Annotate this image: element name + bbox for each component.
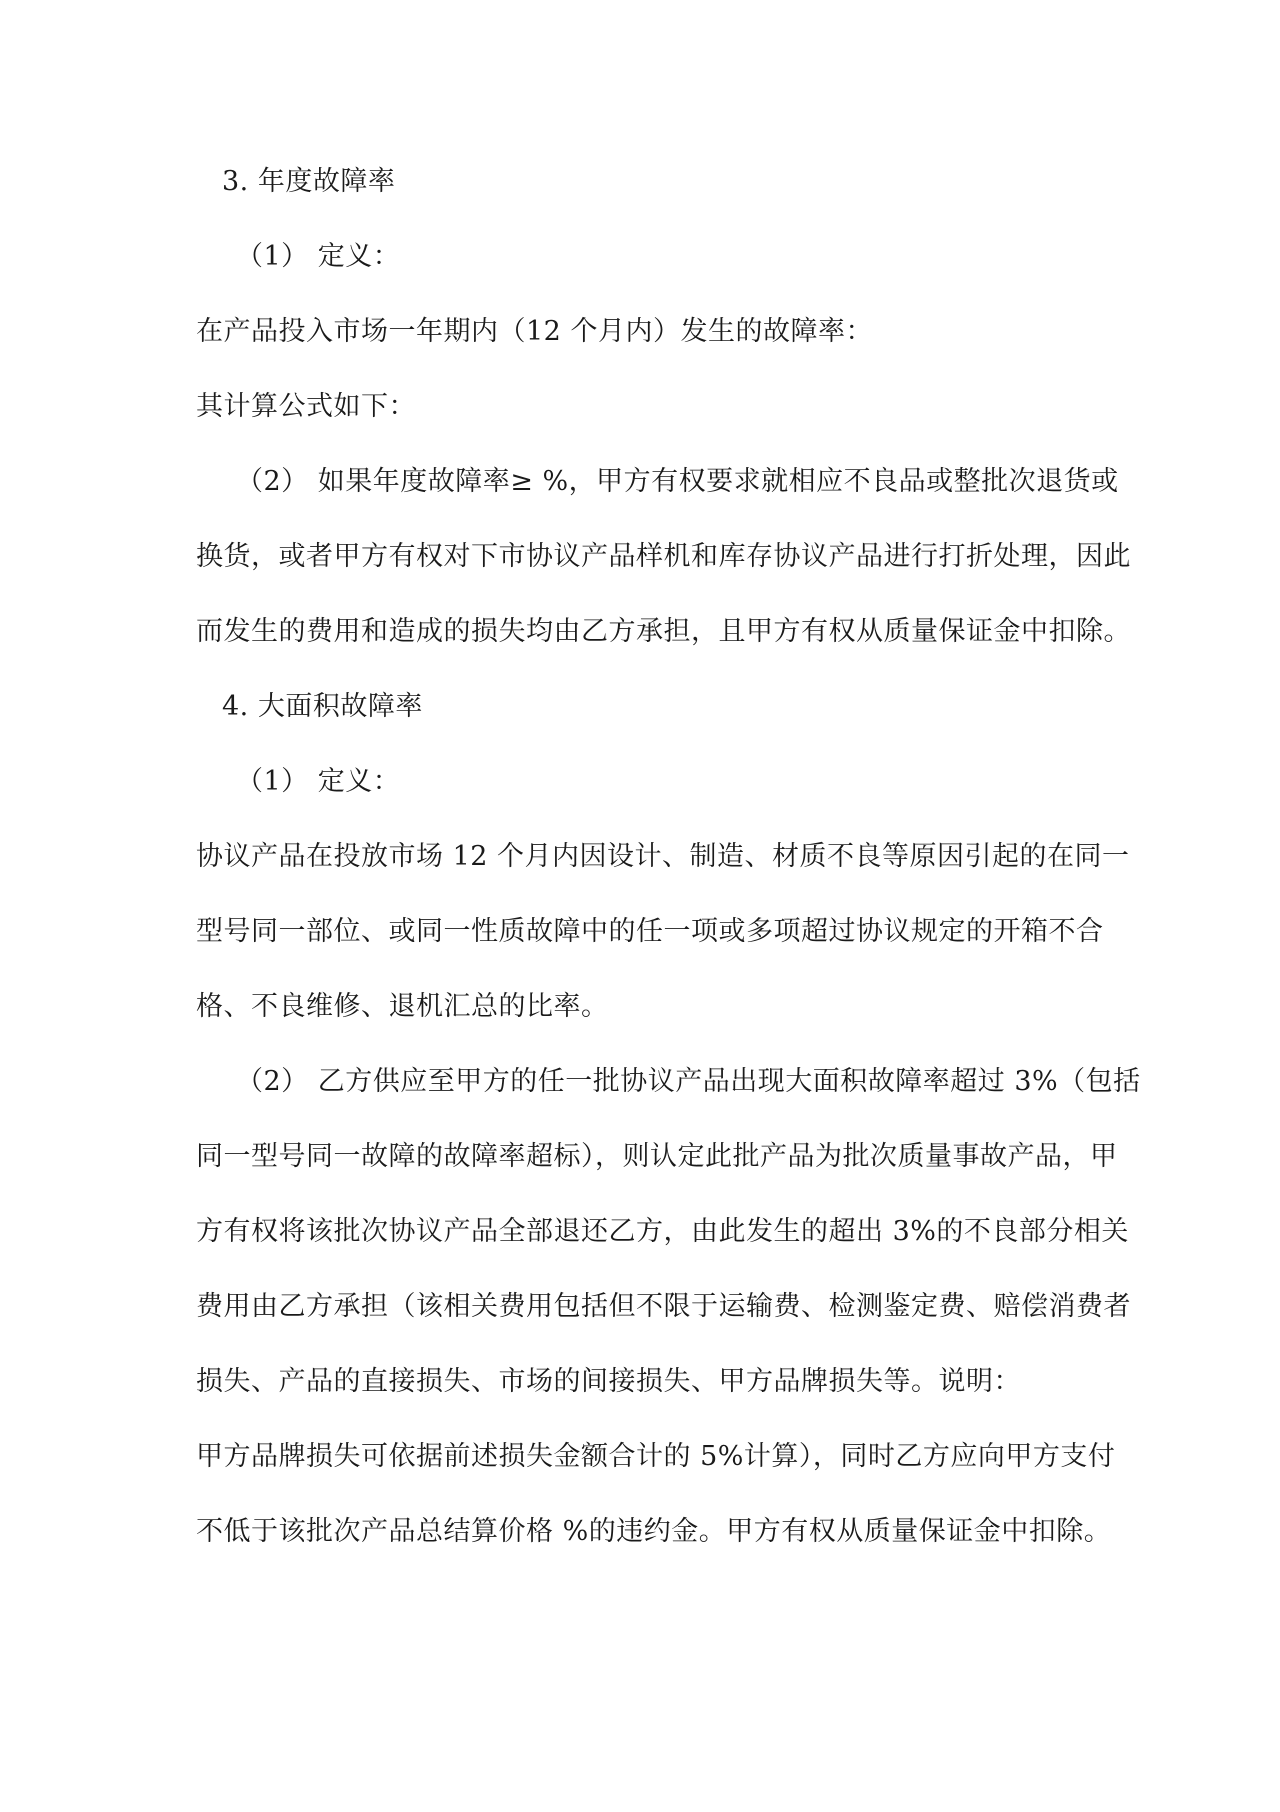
section-heading-annual-failure-rate: 3. 年度故障率: [222, 166, 396, 197]
paragraph-line: 协议产品在投放市场 12 个月内因设计、制造、材质不良等原因引起的在同一: [196, 841, 1130, 872]
paragraph-line: （2） 乙方供应至甲方的任一批协议产品出现大面积故障率超过 3%（包括: [236, 1066, 1141, 1097]
subsection-definition-label: （1） 定义：: [236, 766, 401, 797]
subsection-definition-label: （1） 定义：: [236, 241, 401, 272]
paragraph-line: 费用由乙方承担（该相关费用包括但不限于运输费、检测鉴定费、赔偿消费者: [196, 1291, 1131, 1322]
section-heading-large-area-failure-rate: 4. 大面积故障率: [222, 691, 423, 722]
paragraph-line: 而发生的费用和造成的损失均由乙方承担，且甲方有权从质量保证金中扣除。: [196, 616, 1131, 647]
paragraph-line: 格、不良维修、退机汇总的比率。: [196, 991, 609, 1022]
paragraph-line: 方有权将该批次协议产品全部退还乙方，由此发生的超出 3%的不良部分相关: [196, 1216, 1129, 1247]
paragraph-line: 甲方品牌损失可依据前述损失金额合计的 5%计算），同时乙方应向甲方支付: [196, 1441, 1116, 1472]
paragraph-line: 其计算公式如下：: [196, 391, 416, 422]
paragraph-line: 不低于该批次产品总结算价格 %的违约金。甲方有权从质量保证金中扣除。: [196, 1516, 1112, 1547]
paragraph-line: （2） 如果年度故障率≥ %，甲方有权要求就相应不良品或整批次退货或: [236, 466, 1119, 497]
paragraph-line: 同一型号同一故障的故障率超标），则认定此批产品为批次质量事故产品，甲: [196, 1141, 1118, 1172]
paragraph-line: 损失、产品的直接损失、市场的间接损失、甲方品牌损失等。说明：: [196, 1366, 1021, 1397]
paragraph-line: 换货，或者甲方有权对下市协议产品样机和库存协议产品进行打折处理，因此: [196, 541, 1131, 572]
paragraph-line: 在产品投入市场一年期内（12 个月内）发生的故障率：: [196, 316, 873, 347]
paragraph-line: 型号同一部位、或同一性质故障中的任一项或多项超过协议规定的开箱不合: [196, 916, 1104, 947]
